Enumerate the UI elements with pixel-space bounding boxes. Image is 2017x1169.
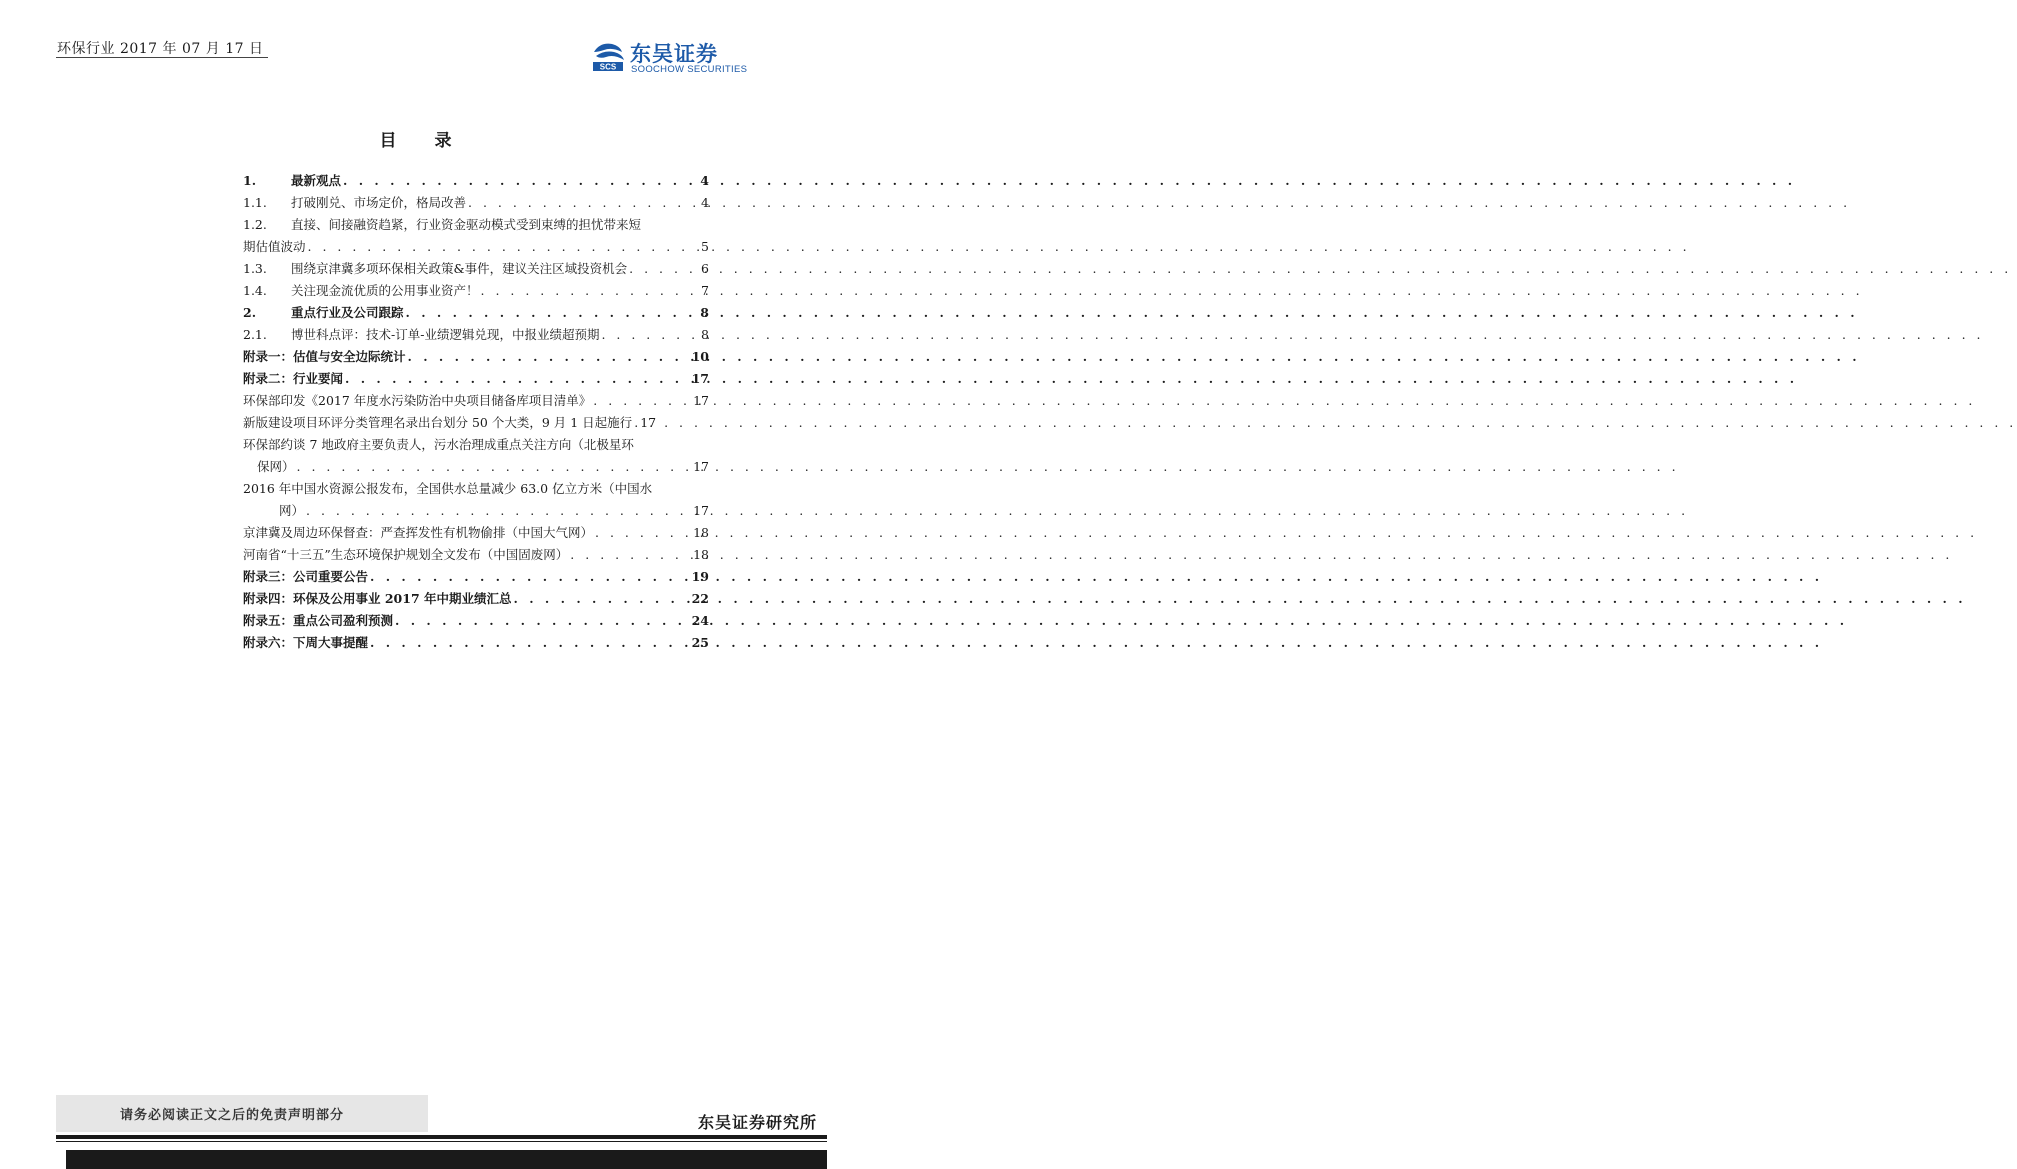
- toc-entry-page: 6: [701, 261, 709, 276]
- toc-entry-text: 环保部印发《2017 年度水污染防治中央项目储备库项目清单》: [243, 393, 592, 408]
- toc-leader-dots: [629, 258, 695, 280]
- toc-entry-number: 1.3.: [243, 261, 267, 276]
- toc-entry-number: 1.4.: [243, 283, 267, 298]
- toc-entry-page: 8: [700, 305, 709, 320]
- toc-entry-page: 25: [691, 635, 709, 650]
- toc-entry-text: 附录六：下周大事提醒: [243, 635, 369, 650]
- logo-mark-text: SCS: [599, 62, 617, 72]
- toc-entry-1-2[interactable]: [243, 214, 709, 258]
- toc-entry-appendix-4[interactable]: [243, 588, 709, 610]
- toc-entry-text: 附录三：公司重要公告: [243, 569, 369, 584]
- toc-leader-dots: [370, 632, 690, 654]
- toc-leader-dots: [406, 302, 695, 324]
- toc-entry-number: 2.1.: [243, 327, 267, 342]
- toc-entry-1-3[interactable]: [243, 258, 709, 280]
- toc-entry-text: 附录四：环保及公用事业 2017 年中期业绩汇总: [243, 591, 512, 606]
- table-of-contents: [243, 170, 709, 654]
- toc-entry-page: 17: [691, 371, 709, 386]
- toc-entry-1-4[interactable]: [243, 280, 709, 302]
- toc-entry-news-3[interactable]: [243, 434, 709, 478]
- toc-entry-text: 附录二：行业要闻: [243, 371, 344, 386]
- toc-entry-text: 环保部约谈 7 地政府主要负责人，污水治理成重点关注方向（北极星环: [243, 437, 634, 452]
- toc-entry-news-2[interactable]: [243, 412, 709, 434]
- toc-entry-page: 5: [701, 239, 709, 254]
- logo-name-cn: 东吴证券: [630, 42, 718, 66]
- toc-entry-text: 附录一：估值与安全边际统计: [243, 349, 406, 364]
- toc-entry-text-continued: 网）: [279, 503, 305, 518]
- toc-entry-text: 关注现金流优质的公用事业资产！: [291, 283, 479, 298]
- toc-entry-number: 1.2.: [243, 217, 267, 232]
- toc-leader-dots: [306, 500, 691, 522]
- toc-leader-dots: [308, 236, 695, 258]
- toc-entry-number: 2.: [243, 305, 257, 320]
- toc-entry-appendix-3[interactable]: [243, 566, 709, 588]
- toc-entry-text: 附录五：重点公司盈利预测: [243, 613, 394, 628]
- toc-leader-dots: [395, 610, 690, 632]
- toc-entry-page: 4: [700, 173, 709, 188]
- toc-leader-dots: [481, 280, 695, 302]
- toc-entry-1-1[interactable]: [243, 192, 709, 214]
- toc-entry-text: 直接、间接融资趋紧，行业资金驱动模式受到束缚的担忧带来短: [291, 217, 642, 232]
- toc-entry-page: 4: [701, 195, 709, 210]
- toc-entry-text: 2016 年中国水资源公报发布，全国供水总量减少 63.0 亿立方米（中国水: [243, 481, 653, 496]
- toc-entry-appendix-2[interactable]: [243, 368, 709, 390]
- document-page: [0, 0, 827, 1169]
- toc-entry-2[interactable]: [243, 302, 709, 324]
- footer-disclaimer-text: 请务必阅读正文之后的免责声明部分: [120, 1108, 345, 1123]
- toc-entry-news-6[interactable]: [243, 544, 709, 566]
- toc-entry-page: 18: [693, 525, 709, 540]
- toc-entry-page: 19: [691, 569, 709, 584]
- toc-entry-page: 17: [640, 415, 657, 430]
- toc-entry-1[interactable]: [243, 170, 709, 192]
- toc-leader-dots: [514, 588, 690, 610]
- toc-entry-number: 1.: [243, 173, 257, 188]
- header-underline: [56, 57, 268, 58]
- soochow-logo-icon: [590, 40, 626, 74]
- toc-leader-dots: [345, 368, 690, 390]
- toc-entry-text: 重点行业及公司跟踪: [291, 305, 404, 320]
- toc-entry-text-continued: 期估值波动: [243, 239, 306, 254]
- toc-entry-appendix-5[interactable]: [243, 610, 709, 632]
- toc-entry-page: 22: [691, 591, 709, 606]
- footer-company-name: 东吴证券研究所: [697, 1113, 817, 1132]
- toc-entry-text: 博世科点评：技术-订单-业绩逻辑兑现，中报业绩超预期: [291, 327, 600, 342]
- toc-entry-page: 17: [693, 393, 709, 408]
- toc-entry-text: 新版建设项目环评分类管理名录出台划分 50 个大类，9 月 1 日起施行: [243, 415, 633, 430]
- toc-leader-dots: [634, 412, 638, 434]
- toc-leader-dots: [408, 346, 690, 368]
- toc-entry-text: 最新观点: [291, 173, 342, 188]
- toc-leader-dots: [370, 566, 690, 588]
- toc-entry-text: 京津冀及周边环保督查：严查挥发性有机物偷排（中国大气网）: [243, 525, 594, 540]
- toc-entry-page: 10: [691, 349, 709, 364]
- toc-title: 目 录: [379, 131, 468, 151]
- footer-divider-thick: [56, 1135, 827, 1139]
- toc-leader-dots: [601, 324, 695, 346]
- toc-leader-dots: [297, 456, 692, 478]
- toc-entry-page: 17: [693, 459, 709, 474]
- toc-leader-dots: [595, 522, 691, 544]
- toc-entry-appendix-1[interactable]: [243, 346, 709, 368]
- report-header-title: 环保行业 2017 年 07 月 17 日: [57, 41, 264, 57]
- toc-leader-dots: [343, 170, 695, 192]
- toc-entry-text: 围绕京津冀多项环保相关政策&事件，建议关注区域投资机会: [291, 261, 628, 276]
- footer-bottom-bar: [66, 1150, 827, 1169]
- toc-entry-page: 7: [701, 283, 709, 298]
- logo-name-en: SOOCHOW SECURITIES: [631, 64, 748, 75]
- toc-entry-news-1[interactable]: [243, 390, 709, 412]
- toc-entry-appendix-6[interactable]: [243, 632, 709, 654]
- toc-entry-2-1[interactable]: [243, 324, 709, 346]
- toc-entry-page: 8: [701, 327, 709, 342]
- toc-leader-dots: [468, 192, 695, 214]
- toc-entry-number: 1.1.: [243, 195, 267, 210]
- toc-entry-text: 河南省“十三五”生态环境保护规划全文发布（中国固废网）: [243, 547, 569, 562]
- toc-entry-page: 17: [693, 503, 709, 518]
- company-logo: [590, 38, 770, 78]
- toc-entry-page: 24: [691, 613, 709, 628]
- toc-entry-news-4[interactable]: [243, 478, 709, 522]
- toc-leader-dots: [593, 390, 691, 412]
- footer-divider-thin: [56, 1141, 827, 1142]
- toc-entry-news-5[interactable]: [243, 522, 709, 544]
- toc-entry-page: 18: [693, 547, 709, 562]
- toc-entry-text: 打破刚兑、市场定价，格局改善: [291, 195, 467, 210]
- toc-entry-text-continued: 保网）: [257, 459, 295, 474]
- toc-leader-dots: [570, 544, 691, 566]
